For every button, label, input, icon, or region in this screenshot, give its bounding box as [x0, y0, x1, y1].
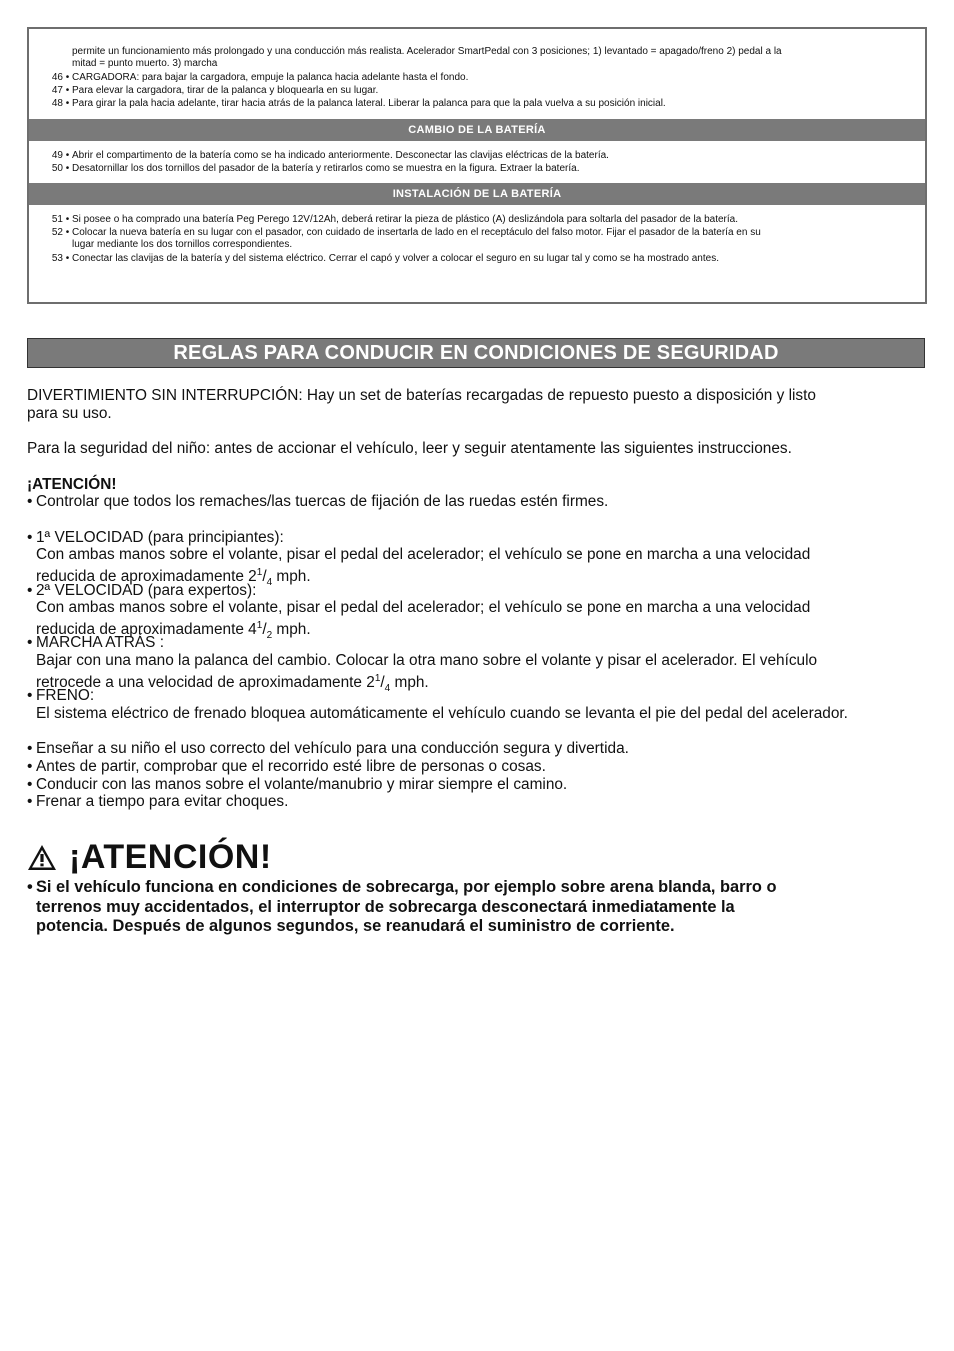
item-number: 50	[51, 163, 63, 174]
tip-item	[27, 758, 927, 776]
section-header-battery-install: INSTALACIÓN DE LA BATERÍA	[29, 183, 925, 205]
reverse-line-2: retrocede a una velocidad de aproximadamente $2^1/_4$ mph.	[36, 672, 429, 694]
tip-text: Frenar a tiempo para evitar choques.	[36, 793, 289, 810]
bullet: •	[65, 214, 70, 225]
item-number: 52	[51, 227, 63, 238]
speed1-line-2-text: reducida de aproximadamente 2	[36, 567, 257, 585]
attention-item	[27, 493, 927, 511]
bullet: •	[65, 227, 70, 238]
tip-item	[27, 793, 927, 811]
brake-label: FRENO:	[36, 687, 95, 704]
bullet: •	[65, 163, 70, 174]
instructions-box	[27, 27, 927, 304]
instruction-item-46	[29, 72, 925, 84]
item-text: Para girar la pala hacia adelante, tirar hacia atrás de la palanca lateral. Liberar la palanca para que la pala vuelva a su posición inicial.	[72, 98, 666, 109]
fun-line-1: DIVERTIMIENTO SIN INTERRUPCIÓN: Hay un set de baterías recargadas de repuesto puesto a disposición y listo	[27, 387, 816, 404]
warning-heading	[27, 836, 272, 878]
speed2-line-2-text: reducida de aproximadamente 4	[36, 620, 257, 638]
speed1-line-1: Con ambas manos sobre el volante, pisar el pedal del acelerador; el vehículo se pone en marcha a una velocidad	[36, 546, 811, 563]
warning-line-2: terrenos muy accidentados, el interruptor de sobrecarga desconectará inmediatamente la	[36, 897, 735, 916]
continuation-line-1: permite un funcionamiento más prolongado y una conducción más realista. Acelerador SmartPedal con 3 posiciones; 1) levantado = apagado/freno 2) pedal a la	[72, 46, 782, 57]
bullet: •	[65, 85, 70, 96]
bullet: •	[65, 253, 70, 264]
fun-line-2: para su uso.	[27, 404, 112, 422]
item-number: 51	[51, 214, 63, 225]
item-text: Si posee o ha comprado una batería Peg Perego 12V/12Ah, deberá retirar la pieza de plástico (A) deslizándola para soltarla del pasador de la batería.	[72, 214, 738, 225]
speed2-line-1: Con ambas manos sobre el volante, pisar el pedal del acelerador; el vehículo se pone en marcha a una velocidad	[36, 599, 811, 616]
bullet: •	[27, 687, 33, 704]
reverse-label: MARCHA ATRÁS :	[36, 634, 164, 651]
tip-text: Conducir con las manos sobre el volante/manubrio y mirar siempre el camino.	[36, 776, 568, 793]
reverse-line-2-text: retrocede a una velocidad de aproximadamente 2	[36, 673, 375, 691]
item-text: Para elevar la cargadora, tirar de la palanca y bloquearla en su lugar.	[72, 85, 379, 96]
safety-paragraph: Para la seguridad del niño: antes de accionar el vehículo, leer y seguir atentamente las siguientes instrucciones.	[27, 440, 792, 457]
bullet: •	[65, 72, 70, 83]
item-number: 49	[51, 150, 63, 161]
bullet: •	[27, 634, 33, 651]
speed2-item	[27, 582, 927, 600]
speed2-label: 2ª VELOCIDAD (para expertos):	[36, 582, 257, 599]
instruction-item-48	[29, 98, 925, 110]
continuation-text	[72, 46, 907, 70]
fraction-numerator: 1	[256, 566, 263, 578]
warning-item	[27, 878, 897, 937]
tip-text: Antes de partir, comprobar que el recorrido esté libre de personas o cosas.	[36, 758, 546, 775]
item-text-line-2: lugar mediante los dos tornillos correspondientes.	[72, 239, 293, 250]
bullet: •	[27, 740, 33, 757]
speed1-label: 1ª VELOCIDAD (para principiantes):	[36, 529, 284, 546]
bullet: •	[65, 150, 70, 161]
instruction-item-51	[29, 214, 925, 226]
section-header-battery-change: CAMBIO DE LA BATERÍA	[29, 119, 925, 141]
speed1-unit: mph.	[272, 567, 311, 585]
item-text-line-1: Colocar la nueva batería en su lugar con el pasador, con cuidado de insertarla de lado en el receptáculo del falso motor. Fijar el pasador de la batería en su	[72, 227, 761, 238]
reverse-line-1: Bajar con una mano la palanca del cambio. Colocar la otra mano sobre el volante y pisar el acelerador. El vehículo	[36, 652, 818, 669]
warning-line-3: potencia. Después de algunos segundos, se reanudará el suministro de corriente.	[36, 917, 675, 936]
fraction-denominator: 2	[266, 630, 273, 641]
warning-text	[36, 878, 777, 937]
speed2-line-2: reducida de aproximadamente $4^1/_2$ mph.	[36, 619, 311, 641]
speed1-line-2: reducida de aproximadamente $2^1/_4$ mph.	[36, 566, 311, 588]
fraction-numerator: 1	[256, 619, 263, 631]
item-number: 53	[51, 253, 63, 264]
speed1-item	[27, 529, 927, 547]
item-text: Conectar las clavijas de la batería y del sistema eléctrico. Cerrar el capó y volver a colocar el seguro en su lugar tal y como se ha mostrado antes.	[72, 253, 719, 264]
bullet: •	[27, 758, 33, 775]
warning-line-1: Si el vehículo funciona en condiciones de sobrecarga, por ejemplo sobre arena blanda, barro o	[36, 878, 777, 896]
reverse-item	[27, 634, 927, 652]
bullet: •	[27, 493, 33, 510]
item-text	[72, 227, 925, 251]
bullet: •	[65, 98, 70, 109]
bullet: •	[27, 878, 33, 896]
tip-text: Enseñar a su niño el uso correcto del vehículo para una conducción segura y divertida.	[36, 740, 629, 757]
brake-description: El sistema eléctrico de frenado bloquea automáticamente el vehículo cuando se levanta el pie del pedal del acelerador.	[36, 705, 848, 722]
bullet: •	[27, 793, 33, 810]
item-number: 48	[51, 98, 63, 109]
bullet: •	[27, 776, 33, 793]
item-number: 46	[51, 72, 63, 83]
instruction-item-47	[29, 85, 925, 97]
speed2-unit: mph.	[272, 620, 311, 638]
instruction-item-53	[29, 253, 925, 265]
item-number: 47	[51, 85, 63, 96]
tip-item	[27, 776, 927, 794]
warning-triangle-icon	[27, 844, 57, 871]
bullet: •	[27, 582, 33, 599]
attention-label: ¡ATENCIÓN!	[27, 476, 117, 493]
brake-item	[27, 687, 927, 705]
tip-item	[27, 740, 927, 758]
fraction-numerator: 1	[374, 672, 381, 684]
item-text: Desatornillar los dos tornillos del pasador de la batería y retirarlos como se muestra en la figura. Extraer la batería.	[72, 163, 580, 174]
warning-title: ¡ATENCIÓN!	[69, 837, 272, 876]
reverse-unit: mph.	[390, 673, 429, 691]
instruction-item-50	[29, 163, 925, 175]
fraction-denominator: 4	[384, 683, 391, 694]
fraction-denominator: 4	[266, 577, 273, 588]
item-text: Abrir el compartimento de la batería como se ha indicado anteriormente. Desconectar las clavijas eléctricas de la batería.	[72, 150, 609, 161]
instruction-item-52	[29, 227, 925, 251]
instruction-item-49	[29, 150, 925, 162]
item-text: CARGADORA: para bajar la cargadora, empuje la palanca hacia adelante hasta el fondo.	[72, 72, 469, 83]
continuation-line-2: mitad = punto muerto. 3) marcha	[72, 58, 218, 69]
fun-paragraph	[27, 387, 927, 423]
bullet: •	[27, 529, 33, 546]
safety-rules-header: REGLAS PARA CONDUCIR EN CONDICIONES DE SEGURIDAD	[27, 338, 925, 368]
attention-item-text: Controlar que todos los remaches/las tuercas de fijación de las ruedas estén firmes.	[36, 493, 609, 510]
